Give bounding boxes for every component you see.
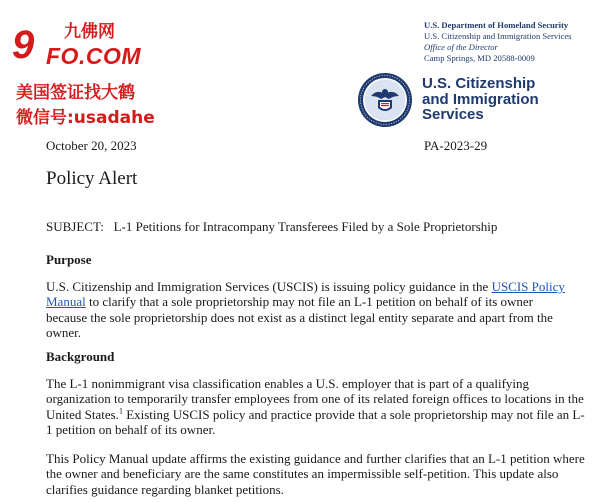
brand-line-2: and Immigration — [422, 90, 539, 108]
background-text-after-note: Existing USCIS policy and practice provide that a sole proprietorship may not file an L-1 petition on behalf of its owner. — [46, 406, 585, 438]
uscis-wordmark — [422, 76, 539, 123]
purpose-paragraph — [46, 279, 576, 341]
purpose-heading: Purpose — [46, 252, 92, 267]
footnote-marker[interactable]: 1 — [118, 406, 123, 416]
brand-line-3: Services — [422, 106, 484, 123]
page-title: Policy Alert — [46, 168, 138, 189]
background-paragraph-2: This Policy Manual update affirms the existing guidance and further clarifies that an L-1 petition where the owner and beneficiary are the same constitutes an impermissible self-petition. This update also clarifies guidance regarding blanket petitions. — [46, 451, 585, 497]
department-name: U.S. Department of Homeland Security — [424, 20, 569, 30]
watermark-line1: 美国签证找大鹤 — [16, 83, 135, 103]
agency-name: U.S. Citizenship and Immigration Services — [424, 31, 572, 41]
office-name: Office of the Director — [424, 42, 498, 52]
document-date: October 20, 2023 — [46, 138, 137, 153]
background-heading: Background — [46, 349, 115, 364]
agency-address: Camp Springs, MD 20588-0009 — [424, 53, 535, 63]
dhs-seal-icon — [357, 72, 413, 128]
subject-line: SUBJECT: L-1 Petitions for Intracompany Transferees Filed by a Sole Proprietorship — [46, 219, 498, 234]
watermark-logo — [12, 20, 162, 70]
purpose-text-after-link: to clarify that a sole proprietorship may not file an L-1 petition on behalf of its owner because the sole proprietorship does not exist as a distinct legal entity separate and apart from the owner. — [46, 294, 553, 341]
agency-letterhead — [424, 20, 572, 64]
document-number: PA-2023-29 — [424, 138, 488, 153]
watermark-line2: 微信号:usadahe — [16, 108, 155, 128]
purpose-text-before-link: U.S. Citizenship and Immigration Services (USCIS) is issuing policy guidance in the — [46, 279, 492, 294]
background-paragraph-1 — [46, 376, 586, 438]
brand-line-1: U.S. Citizenship — [422, 75, 536, 92]
background-text-before-note: The L-1 nonimmigrant visa classification enables a U.S. employer that is part of a qualifying organization to temporarily transfer employees from one of its related foreign offices to locations in the United States. — [46, 376, 584, 422]
watermark-logo-number: 9 — [12, 23, 35, 67]
policy-manual-link[interactable]: USCIS Policy Manual — [46, 279, 565, 310]
watermark-logo-domain: FO.COM — [46, 43, 141, 69]
watermark-logo-chinese: 九佛网 — [64, 22, 115, 42]
